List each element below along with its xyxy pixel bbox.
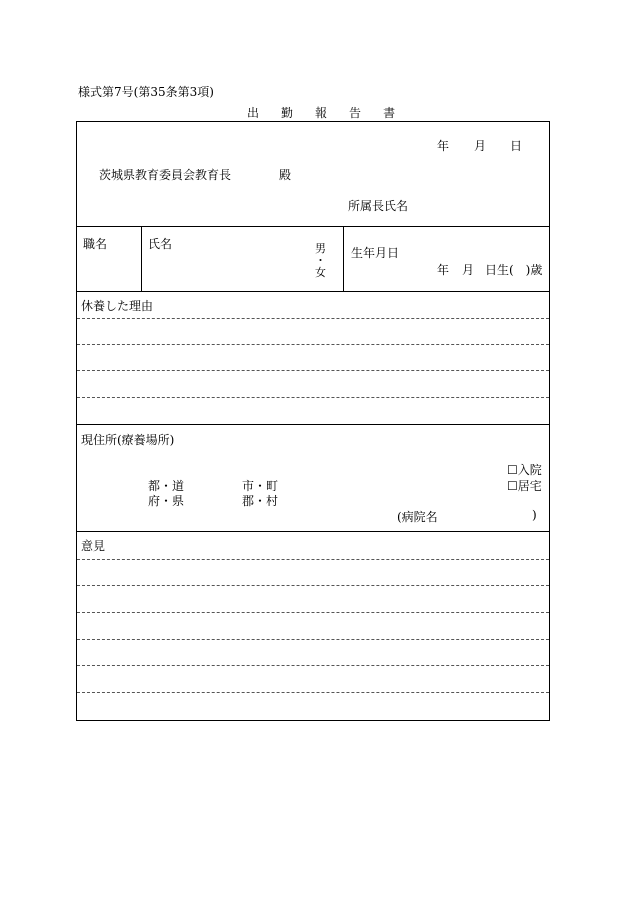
- writing-line: [77, 612, 549, 613]
- honorific: 殿: [279, 168, 292, 182]
- residence-label: 現住所(療養場所): [81, 433, 175, 447]
- column-divider: [141, 226, 142, 291]
- date-month: 月: [474, 139, 487, 153]
- name-label: 氏名: [148, 237, 173, 251]
- title-char: 出: [247, 106, 260, 120]
- opinion-label: 意見: [81, 539, 106, 553]
- hospital-name-close: ): [532, 508, 537, 522]
- writing-line: [77, 692, 549, 693]
- column-divider: [343, 226, 344, 291]
- title-char: 告: [349, 106, 362, 120]
- date-year: 年: [437, 139, 450, 153]
- document-title: [247, 104, 417, 121]
- title-char: 勤: [281, 106, 294, 120]
- writing-line: [77, 665, 549, 666]
- date-day: 日: [510, 139, 523, 153]
- form-frame: [76, 121, 550, 721]
- birthdate-label: 生年月日: [351, 246, 400, 260]
- section-divider: [76, 424, 550, 425]
- sex-female: 女: [315, 266, 326, 279]
- title-char: 報: [315, 106, 328, 120]
- birth-month: 月: [462, 263, 475, 277]
- addressee: 茨城県教育委員会教育長: [99, 168, 232, 182]
- at-home-checkbox[interactable]: ☐居宅: [507, 479, 542, 493]
- to-do-label: 都・道: [148, 479, 185, 493]
- title-char: 書: [383, 106, 396, 120]
- birth-day-age: 日生( )歳: [485, 263, 543, 277]
- writing-line: [77, 344, 549, 345]
- supervisor-name-label: 所属長氏名: [348, 199, 409, 213]
- shi-machi-label: 市・町: [242, 479, 279, 493]
- birth-year: 年: [437, 263, 450, 277]
- gun-mura-label: 郡・村: [242, 494, 279, 508]
- writing-line: [77, 318, 549, 319]
- writing-line: [77, 585, 549, 586]
- sex-male: 男: [315, 242, 326, 255]
- writing-line: [77, 370, 549, 371]
- writing-line: [77, 397, 549, 398]
- section-divider: [76, 531, 550, 532]
- sex-dot: ・: [315, 254, 326, 267]
- hospital-name-label: (病院名: [397, 510, 438, 524]
- section-divider: [76, 226, 550, 227]
- writing-line: [77, 639, 549, 640]
- writing-line: [77, 559, 549, 560]
- reason-label: 休養した理由: [81, 299, 154, 313]
- form-number: 様式第7号(第35条第3項): [78, 85, 214, 99]
- section-divider: [76, 291, 550, 292]
- hospitalized-checkbox[interactable]: ☐入院: [507, 463, 542, 477]
- fu-ken-label: 府・県: [148, 494, 185, 508]
- position-label: 職名: [83, 237, 108, 251]
